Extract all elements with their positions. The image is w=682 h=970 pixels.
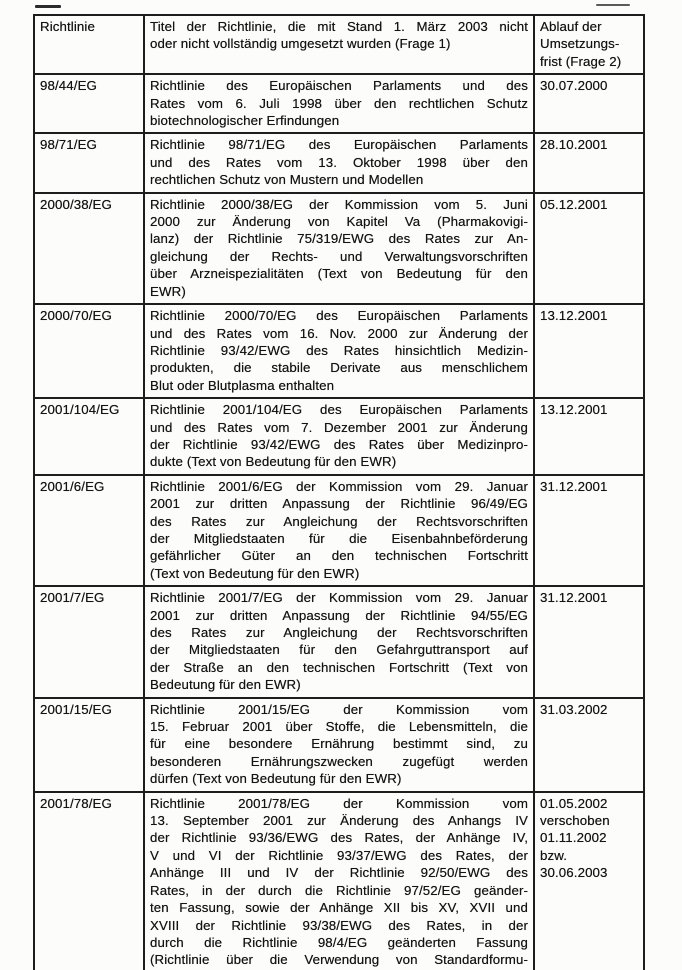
directive-title-cell <box>144 792 534 970</box>
text-line: Richtlinie 2001/7/EG der Kommission vom 29. Januar <box>150 590 528 606</box>
text-line: 98/44/EG <box>40 78 97 94</box>
text-line: 2001 zur dritten Anpassung der Richtlinie 96/49/EG <box>150 496 528 512</box>
directive-id-cell <box>34 475 144 586</box>
text-line: Richtlinie 2001/15/EG der Kommission vom <box>150 701 528 717</box>
text-line: 2000/38/EG <box>40 196 112 212</box>
deadline-cell <box>534 133 644 192</box>
text-line: Richtlinie 98/71/EG des Europäischen Parlaments <box>150 137 528 153</box>
text-line: 30.07.2000 <box>540 78 608 94</box>
directive-id-cell <box>34 74 144 133</box>
text-line: Richtlinie 2000/70/EG des Europäischen Parlaments <box>150 308 528 324</box>
text-line: 13.12.2001 <box>540 308 608 324</box>
table-row <box>34 698 644 792</box>
text-line: dürfen (Text von Bedeutung für den EWR) <box>150 771 402 787</box>
text-line: 2001/78/EG <box>40 795 112 811</box>
text-line: gefährlicher Güter an den technischen Fortschritt <box>150 548 528 564</box>
text-line: der Mitgliedstaaten für den Gefahrguttransport auf <box>150 642 528 658</box>
text-line: Anhänge III und IV der Richtlinie 92/50/EWG des <box>150 865 528 881</box>
text-line: 01.05.2002 <box>540 795 608 811</box>
table-row <box>34 193 644 304</box>
text-line: 30.06.2003 <box>540 865 608 881</box>
text-line: 05.12.2001 <box>540 196 608 212</box>
scan-artifact <box>35 5 61 8</box>
text-line: (Richtlinie über die Verwendung von Standardformu- <box>150 952 528 968</box>
directives-table <box>33 14 645 970</box>
table-row <box>34 133 644 192</box>
text-line: und des Rates vom 13. Oktober 1998 über den <box>150 154 528 170</box>
text-line: Titel der Richtlinie, die mit Stand 1. März 2003 nicht <box>150 19 528 34</box>
text-line: des Rates zur Angleichung der Rechtsvorschriften <box>150 513 528 529</box>
text-line: Bedeutung für den EWR) <box>150 677 301 693</box>
directive-title-cell <box>144 398 534 475</box>
text-line: des Rates zur Angleichung der Rechtsvorschriften <box>150 625 528 640</box>
text-line: über Arzneispezialitäten (Text von Bedeutung für den <box>150 266 528 282</box>
text-line: Ablauf der <box>540 19 602 34</box>
deadline-cell <box>534 792 644 970</box>
text-line: frist (Frage 2) <box>540 53 622 69</box>
deadline-cell <box>534 398 644 475</box>
text-line: 2001/6/EG <box>40 478 105 494</box>
text-line: Rates vom 6. Juli 1998 über den rechtlichen Schutz <box>150 95 528 111</box>
text-line: 13.12.2001 <box>540 402 608 418</box>
directive-title-cell <box>144 698 534 792</box>
text-line: Richtlinie 2001/78/EG der Kommission vom <box>150 795 528 811</box>
text-line: gleichung der Rechts- und Verwaltungsvorschriften <box>150 248 528 264</box>
table-row <box>34 398 644 475</box>
text-line: 2001/15/EG <box>40 701 112 717</box>
directive-id-cell <box>34 398 144 475</box>
text-line: dukte (Text von Bedeutung für den EWR) <box>150 454 397 470</box>
text-line: 2001/104/EG <box>40 402 120 418</box>
text-line: Richtlinie 93/42/EWG des Rates hinsichtlich Medizin- <box>150 342 528 358</box>
text-line: und des Rates vom 16. Nov. 2000 zur Änderung der <box>150 325 528 341</box>
directive-id-cell <box>34 304 144 398</box>
header-frist-cell <box>534 15 644 74</box>
text-line: Blut oder Blutplasma enthalten <box>150 377 335 393</box>
table-row <box>34 586 644 697</box>
deadline-cell <box>534 698 644 792</box>
table-wrapper <box>33 14 645 970</box>
text-line: der Straße an den technischen Fortschritt (Text von <box>150 659 528 675</box>
directive-id-cell <box>34 792 144 970</box>
text-line: Richtlinie 2001/6/EG der Kommission vom 29. Januar <box>150 478 528 494</box>
directive-title-cell <box>144 193 534 304</box>
text-line: der Richtlinie 93/42/EWG des Rates über Medizinpro- <box>150 436 528 452</box>
text-line: 98/71/EG <box>40 137 97 153</box>
table-row <box>34 475 644 586</box>
text-line: XVIII der Richtlinie 93/38/EWG des Rates, in der <box>150 917 528 933</box>
text-line: und des Rates vom 7. Dezember 2001 zur Änderung <box>150 419 528 435</box>
directive-title-cell <box>144 586 534 697</box>
text-line: Richtlinie 2000/38/EG der Kommission vom 5. Juni <box>150 196 528 212</box>
text-line: (Text von Bedeutung für den EWR) <box>150 565 360 581</box>
text-line: verschoben <box>540 813 610 829</box>
text-line: 2000 zur Änderung von Kapitel Va (Pharmakovigi- <box>150 214 528 230</box>
directive-title-cell <box>144 133 534 192</box>
text-line: V und VI der Richtlinie 93/37/EWG des Rates, der <box>150 847 528 863</box>
text-line: ten Fassung, sowie der Anhänge XII bis XV, XVII und <box>150 900 528 916</box>
text-line: 2001/7/EG <box>40 590 105 606</box>
text-line: oder nicht vollständig umgesetzt wurden (Frage 1) <box>150 36 451 52</box>
deadline-cell <box>534 74 644 133</box>
directive-id-cell <box>34 698 144 792</box>
text-line: 2001 zur dritten Anpassung der Richtlinie 94/55/EG <box>150 607 528 623</box>
directive-title-cell <box>144 475 534 586</box>
directive-title-cell <box>144 74 534 133</box>
header-titel-cell <box>144 15 534 74</box>
text-line: durch die Richtlinie 98/4/EG geänderten Fassung <box>150 934 528 950</box>
deadline-cell <box>534 304 644 398</box>
deadline-cell <box>534 475 644 586</box>
text-line: 15. Februar 2001 über Stoffe, die Lebensmitteln, die <box>150 719 528 735</box>
text-line: Richtlinie des Europäischen Parlaments und des <box>150 78 528 94</box>
text-line: produkten, die stabile Derivate aus menschlichem <box>150 360 528 376</box>
text-line: 31.03.2002 <box>540 701 608 717</box>
text-line: 31.12.2001 <box>540 590 608 606</box>
directive-id-cell <box>34 133 144 192</box>
text-line: 13. September 2001 zur Änderung des Anhangs IV <box>150 813 528 829</box>
text-line: 01.11.2002 <box>540 830 607 846</box>
text-line: rechtlichen Schutz von Mustern und Modellen <box>150 172 424 188</box>
text-line: Umsetzungs- <box>540 36 620 52</box>
scan-artifact <box>596 4 630 6</box>
deadline-cell <box>534 586 644 697</box>
table-row <box>34 74 644 133</box>
header-richtlinie-cell <box>34 15 144 74</box>
text-line: besonderen Ernährungszwecken zugefügt werden <box>150 753 528 769</box>
text-line: der Mitgliedstaaten für die Eisenbahnbeförderung <box>150 530 528 546</box>
table-row <box>34 304 644 398</box>
text-line: 28.10.2001 <box>540 137 608 153</box>
directive-id-cell <box>34 193 144 304</box>
text-line: biotechnologischer Erfindungen <box>150 113 340 129</box>
text-line: 2000/70/EG <box>40 308 112 324</box>
directive-title-cell <box>144 304 534 398</box>
text-line: 31.12.2001 <box>540 478 608 494</box>
text-line: Rates, in der durch die Richtlinie 97/52/EG geänder- <box>150 882 528 898</box>
table-row <box>34 792 644 970</box>
deadline-cell <box>534 193 644 304</box>
text-line: lanz) der Richtlinie 75/319/EWG des Rates zur An- <box>150 231 528 247</box>
directive-id-cell <box>34 586 144 697</box>
text-line: für eine besondere Ernährung bestimmt sind, zu <box>150 736 528 752</box>
text-line: der Richtlinie 93/36/EWG des Rates, der Anhänge IV, <box>150 830 528 846</box>
text-line: EWR) <box>150 283 186 299</box>
header-row <box>34 15 644 74</box>
text-line: Richtlinie 2001/104/EG des Europäischen Parlaments <box>150 402 528 418</box>
text-line: bzw. <box>540 847 568 863</box>
text-line: Richtlinie <box>40 19 95 34</box>
